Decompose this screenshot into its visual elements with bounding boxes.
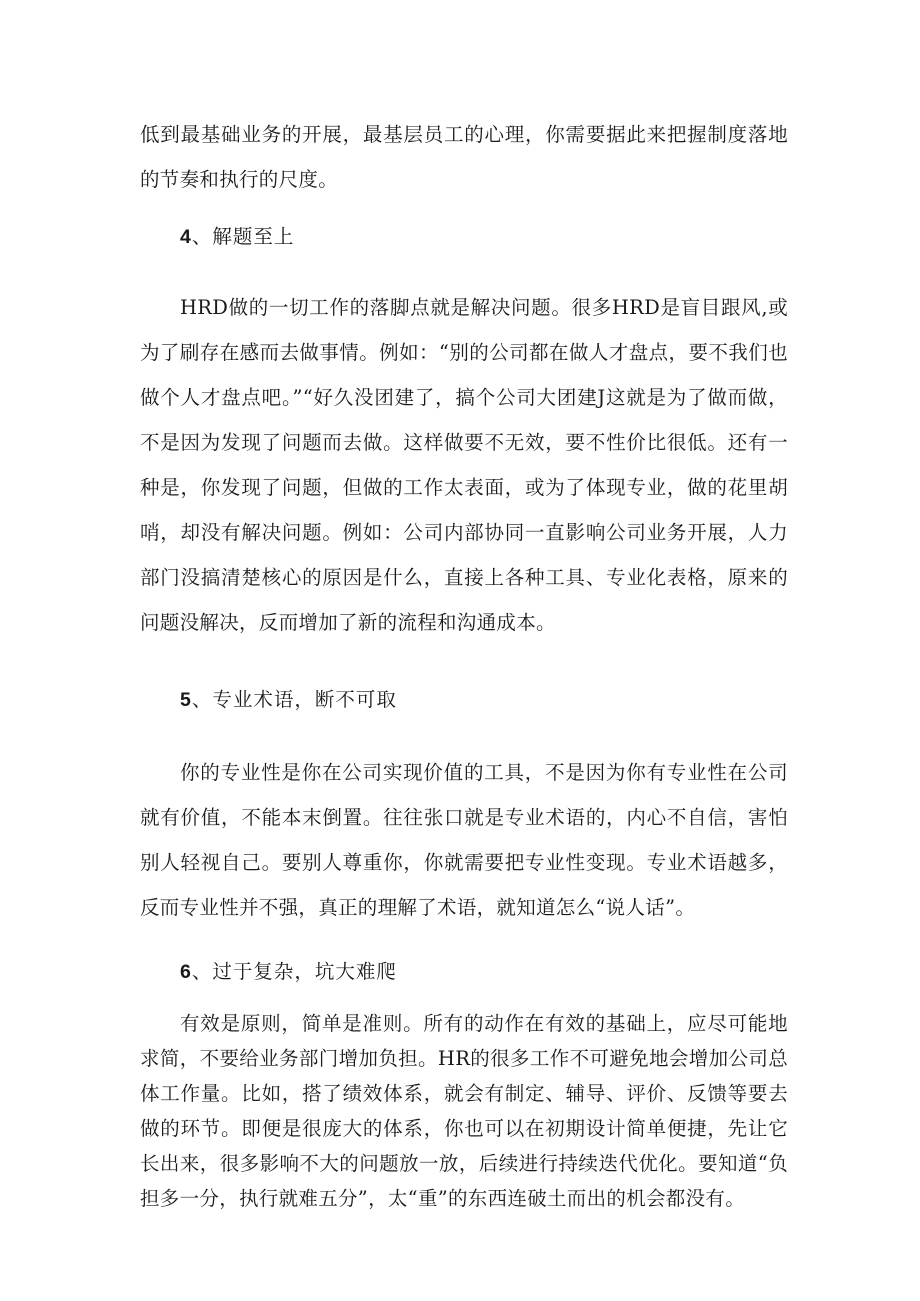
intro-paragraph: 低到最基础业务的开展，最基层员工的心理，你需要据此来把握制度落地的节奏和执行的尺度。	[140, 123, 788, 191]
section-6-heading	[180, 958, 397, 986]
section-4-title: 、解题至上	[191, 225, 295, 248]
section-6-number: 6	[180, 961, 192, 983]
section-6-title: 、过于复杂，坑大难爬	[191, 960, 397, 983]
section-4-heading	[180, 223, 294, 251]
section-5-heading	[180, 686, 397, 714]
section-4-number: 4	[180, 226, 192, 248]
section-5-number: 5	[180, 689, 192, 711]
section-5-body: 你的专业性是你在公司实现价值的工具，不是因为你有专业性在公司就有价值，不能本末倒置。往往张口就是专业术语的，内心不自信，害怕别人轻视自己。要别人尊重你，你就需要把专业性变现。专业术语越多，反而专业性并不强，真正的理解了术语，就知道怎么“说人话”。	[140, 761, 788, 919]
section-4-body: HRD做的一切工作的落脚点就是解决问题。很多HRD是盲目跟风,或为了刷存在感而去做事情。例如：“别的公司都在做人才盘点，要不我们也做个人才盘点吧。”“好久没团建了，搞个公司大团建J这就是为了做而做，不是因为发现了问题而去做。这样做要不无效，要不性价比很低。还有一种是，你发现了问题，但做的工作太表面，或为了体现专业，做的花里胡哨，却没有解决问题。例如：公司内部协同一直影响公司业务开展，人力部门没搞清楚核心的原因是什么，直接上各种工具、专业化表格，原来的问题没解决，反而增加了新的流程和沟通成本。	[140, 296, 788, 634]
section-5-title: 、专业术语，断不可取	[191, 688, 397, 711]
section-6-body: 有效是原则，简单是准则。所有的动作在有效的基础上，应尽可能地求简，不要给业务部门增加负担。HR的很多工作不可避免地会增加公司总体工作量。比如，搭了绩效体系，就会有制定、辅导、评价、反馈等要去做的环节。即便是很庞大的体系，你也可以在初期设计简单便捷，先让它长出来，很多影响不大的问题放一放，后续进行持续迭代优化。要知道“负担多一分，执行就难五分”，太“重”的东西连破土而出的机会都没有。	[140, 1012, 788, 1210]
